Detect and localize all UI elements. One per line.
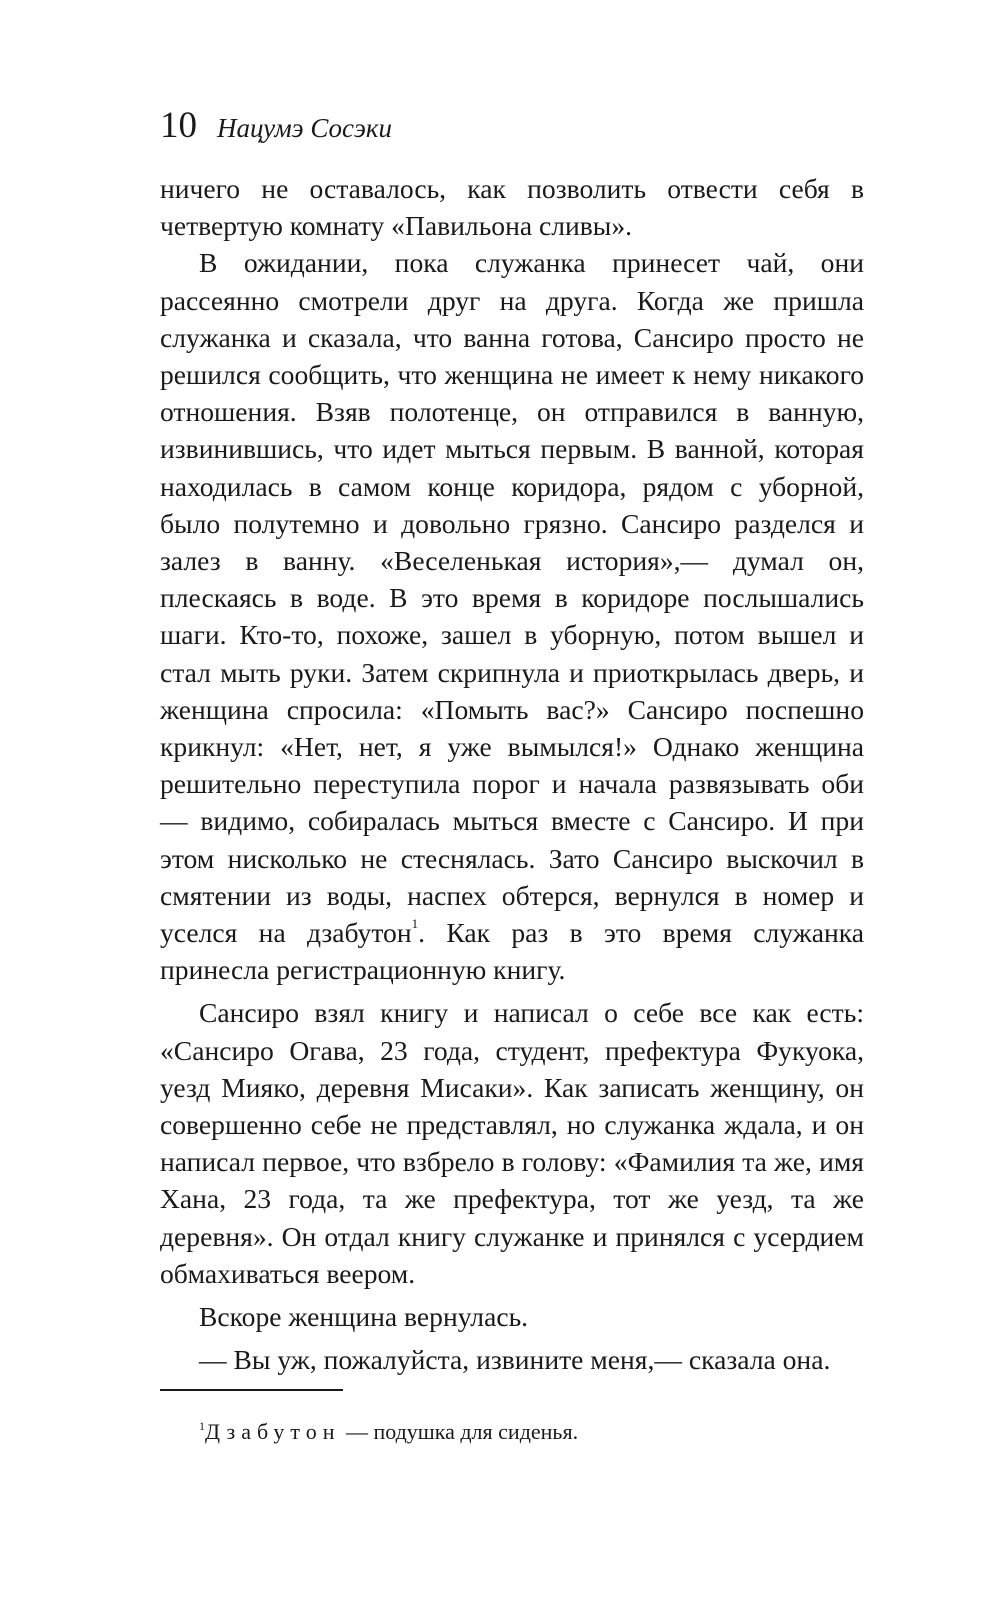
paragraph: ничего не оставалось, как позволить отвести себя в четвертую комнату «Павильона сливы». <box>160 173 864 242</box>
page-number: 10 <box>160 105 197 146</box>
paragraph-text-continued: . Как раз в это время служанка принесла регистрационную книгу. <box>160 917 864 986</box>
footnote-term: Дзабутон <box>205 1419 341 1444</box>
paragraph <box>160 244 864 988</box>
body-text <box>160 170 864 1379</box>
dialogue-line: — Вы уж, пожалуйста, извините меня,— сказала она. <box>199 1344 831 1376</box>
footnote <box>199 1418 578 1446</box>
footnote-definition: — подушка для сиденья. <box>340 1419 579 1444</box>
running-title: Нацумэ Сосэки <box>217 113 393 143</box>
running-head <box>160 104 392 147</box>
footnote-divider <box>160 1389 343 1391</box>
footnote-reference[interactable]: 1 <box>411 916 419 932</box>
paragraph-text: В ожидании, пока служанка принесет чай, они рассеянно смотрели друг на друга. Когда же пришла служанка и сказала, что ванна готова, Сансиро просто не решился сообщить, что женщина не имеет к нему никакого отношения. Взяв полотенце, он отправился в ванную, извинившись, что идет мыться первым. В ванной, которая находилась в самом конце коридора, рядом с уборной, было полутемно и довольно грязно. Сансиро разделся и залез в ванну. «Веселенькая история»,— думал он, плескаясь в воде. В это время в коридоре послышались шаги. Кто-то, похоже, зашел в уборную, потом вышел и стал мыть руки. Затем скрипнула и приоткрылась дверь, и женщина спросила: «Помыть вас?» Сансиро поспешно крикнул: «Нет, нет, я уже вымылся!» Однако женщина решительно переступила порог и начала развязывать оби — видимо, собиралась мыться вместе с Сансиро. И при этом нисколько не стеснялась. Зато Сансиро выскочил в смятении из воды, наспех обтерся, вернулся в номер и уселся на дзабутон <box>160 247 864 949</box>
paragraph: Вскоре женщина вернулась. <box>199 1301 529 1333</box>
paragraph: Сансиро взял книгу и написал о себе все как есть: «Сансиро Огава, 23 года, студент, префектура Фукуока, уезд Мияко, деревня Мисаки». Как записать женщину, он совершенно себе не представлял, но служанка ждала, и он написал первое, что взбрело в голову: «Фамилия та же, имя Хана, 23 года, та же префектура, тот же уезд, та же деревня». Он отдал книгу служанке и принялся с усердием обмахиваться веером. <box>160 997 864 1289</box>
footnote-marker: 1 <box>199 1419 205 1433</box>
